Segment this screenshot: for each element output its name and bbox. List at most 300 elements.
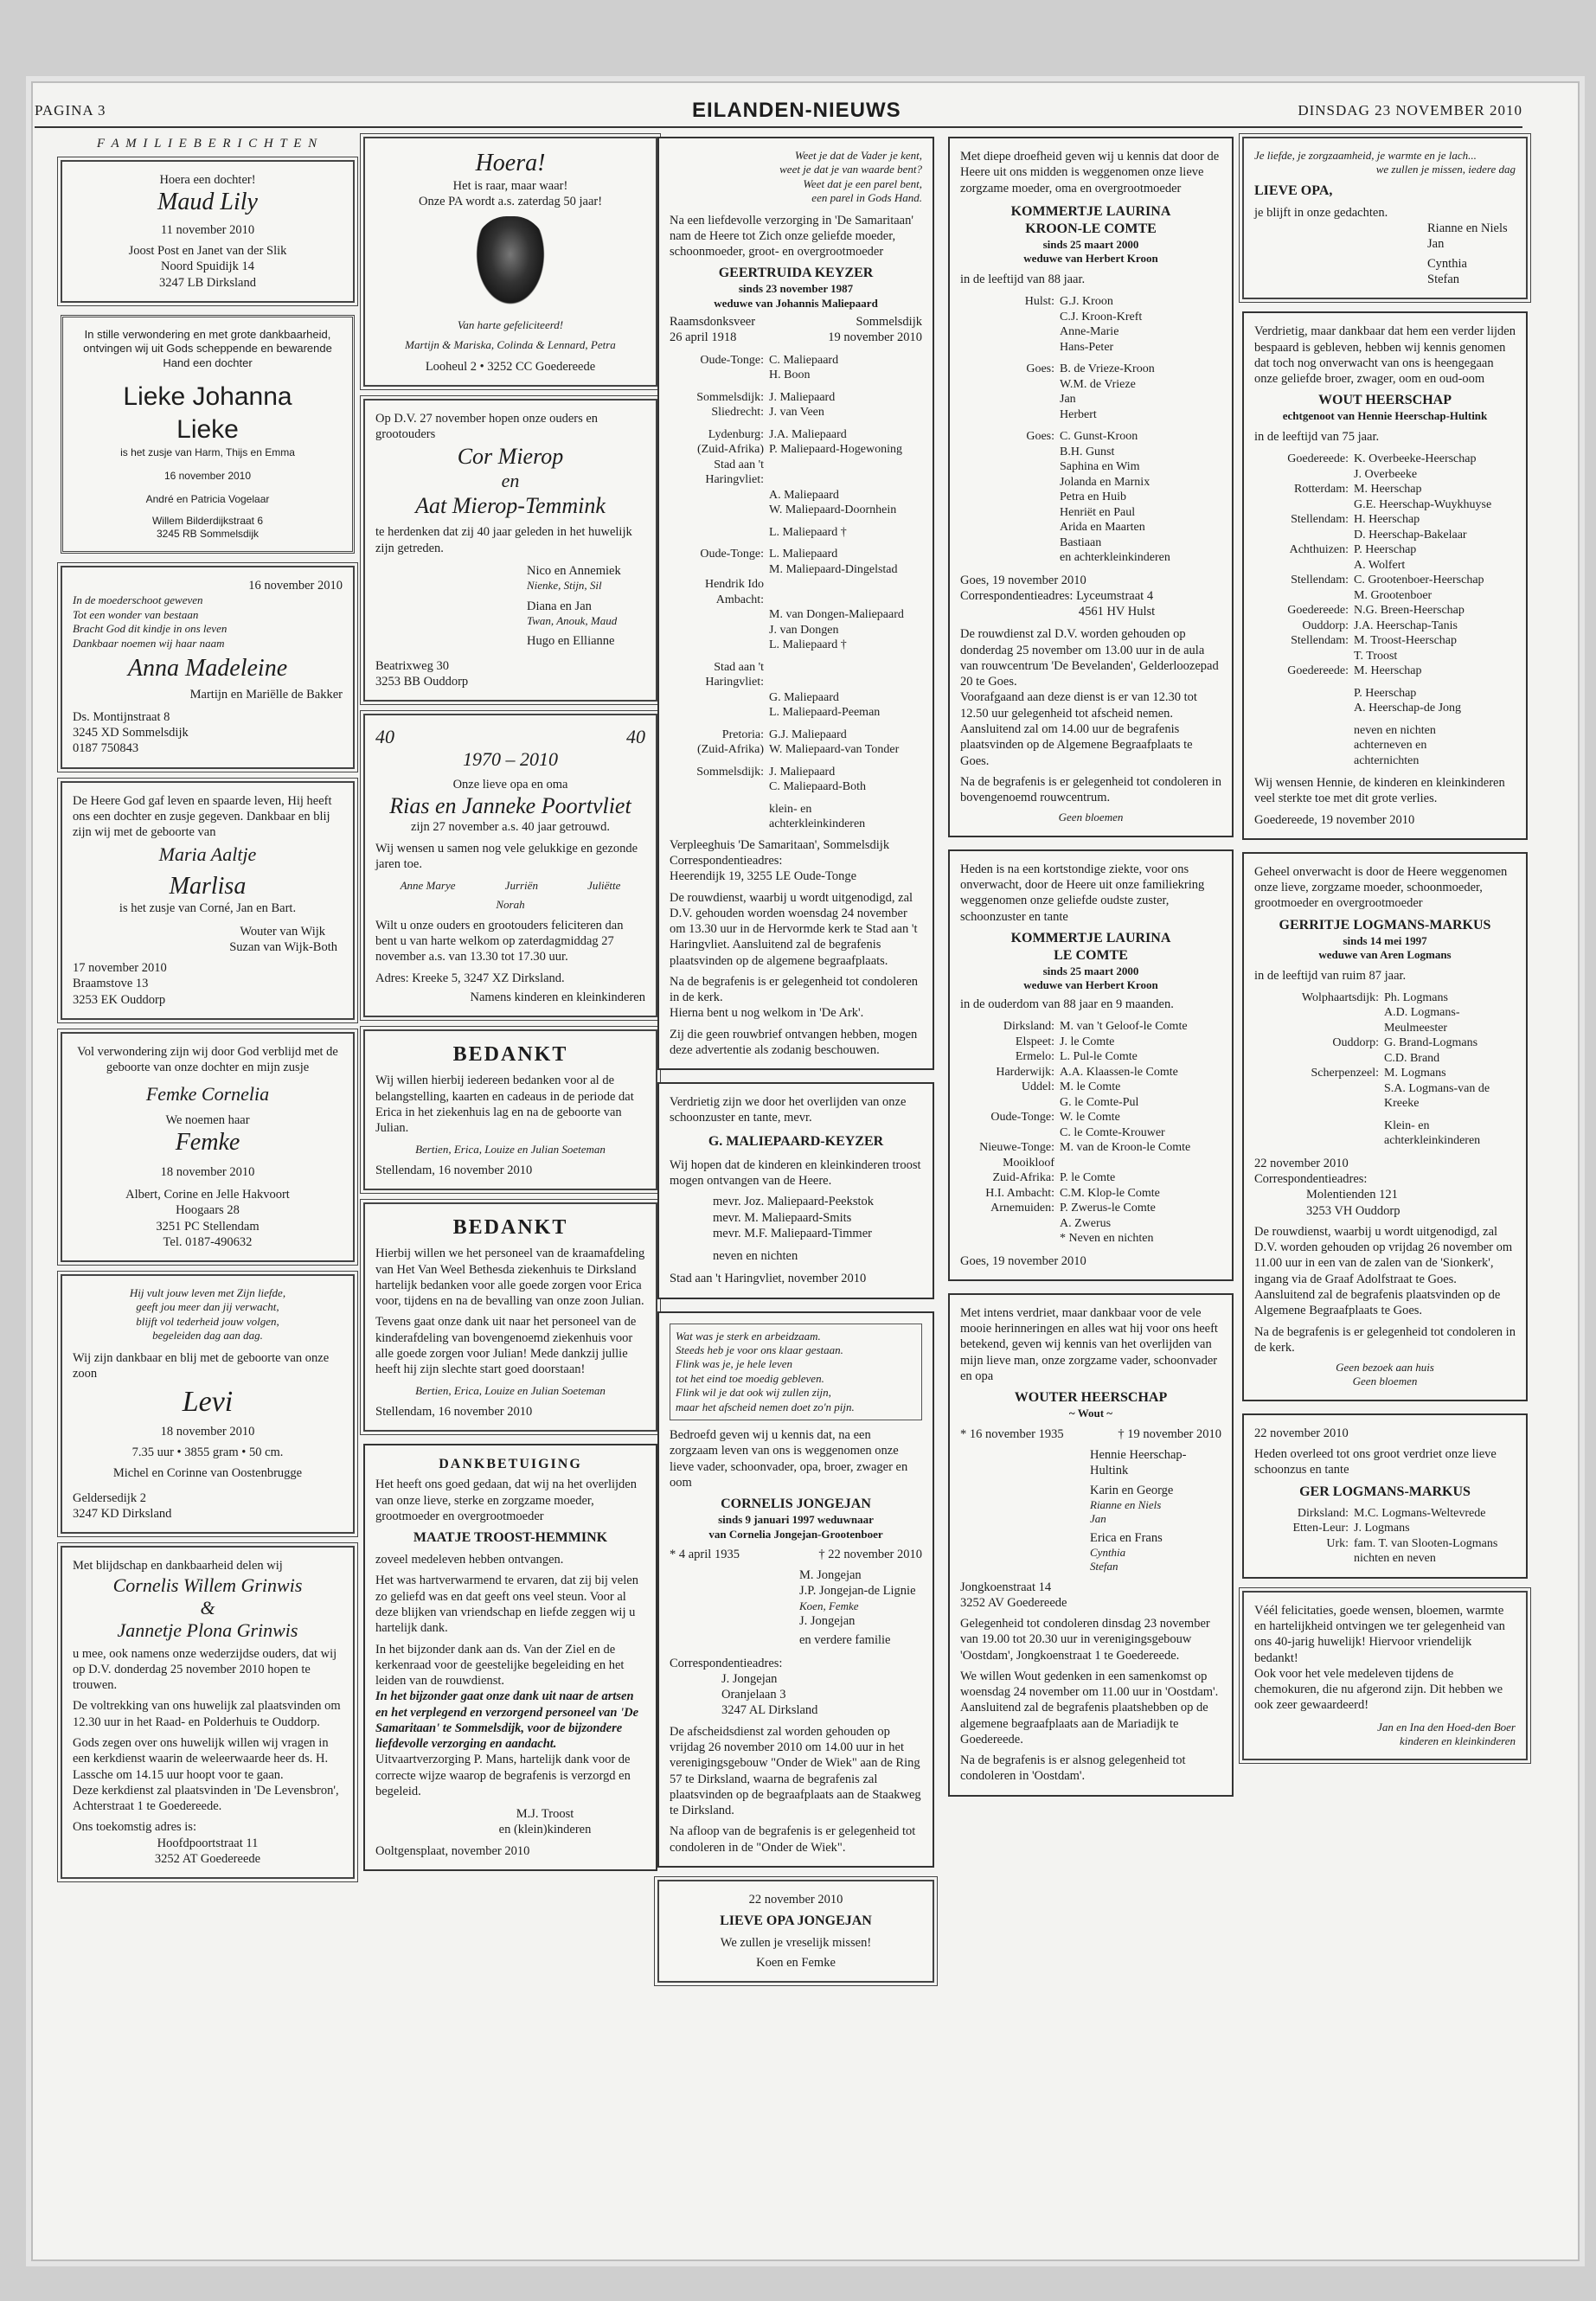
family-place: [1254, 558, 1354, 574]
birth-date: * 4 april 1935: [670, 1547, 740, 1561]
family-member: J. Overbeeke: [1354, 467, 1418, 481]
family-row: [670, 638, 922, 653]
deceased-name: GER LOGMANS-MARKUS: [1299, 1484, 1471, 1499]
ad-signature: Koen en Femke: [756, 1955, 836, 1970]
family-member: Karin en George: [1090, 1483, 1174, 1497]
family-member: C. le Comte-Krouwer: [1060, 1125, 1165, 1139]
child-name: Femke Cornelia: [145, 1082, 270, 1105]
family-row: [670, 383, 922, 390]
family-member: L. Maliepaard †: [769, 525, 847, 539]
deceased-name: KROON-LE COMTE: [1025, 221, 1157, 236]
ad-address: 3247 KD Dirksland: [73, 1506, 172, 1521]
poem-line: Bracht God dit kindje in ons leven: [73, 622, 228, 636]
family-place: [960, 520, 1060, 535]
ad-paragraph: De voltrekking van ons huwelijk zal plaatsvinden om 12.30 uur in het Raad- en Polderhuis te Ouddorp.: [73, 1699, 341, 1729]
family-place: [1254, 701, 1354, 716]
poem-line: Flink was je, je hele leven: [676, 1357, 793, 1371]
ad-address: 3252 AV Goedereede: [960, 1595, 1067, 1610]
ad-paragraph: In het bijzonder dank aan ds. Van der Ziel en de kerkenraad voor de geestelijke begeleiding en het leiden van de rouwdienst.: [375, 1642, 625, 1689]
family-row: [1254, 1066, 1516, 1081]
family-member: B. de Vrieze-Kroon: [1060, 362, 1155, 376]
family-row: [1254, 497, 1516, 513]
family-row: [960, 1019, 1221, 1035]
family-place: [670, 817, 769, 832]
thanks-ad-den-hoed: [1242, 1591, 1528, 1761]
family-member: G.E. Heerschap-Wuykhuyse: [1354, 497, 1492, 511]
family-place: [670, 779, 769, 795]
deceased-name: GEERTRUIDA KEYZER: [718, 266, 874, 281]
ad-intro: Vol verwondering zijn wij door God verblijd met de geboorte van onze dochter en mijn zusje: [77, 1044, 338, 1075]
family-member: M.C. Logmans-Weltevrede: [1354, 1506, 1486, 1520]
ad-date: 18 november 2010: [160, 1424, 255, 1439]
family-member: P. le Comte: [1060, 1171, 1116, 1185]
family-member: J.P. Jongejan-de Lignie: [799, 1584, 916, 1599]
family-row: [960, 310, 1221, 325]
family-member: M. Maliepaard-Dingelstad: [769, 562, 898, 576]
ad-intro: In stille verwondering en met grote dankbaarheid, ontvingen wij uit Gods scheppende en bewarende Hand een dochter: [83, 327, 332, 369]
family-member: P. Zwerus-le Comte: [1060, 1202, 1156, 1215]
masthead: EILANDEN-NIEUWS: [692, 99, 901, 122]
family-member: nichten en neven: [1354, 1552, 1436, 1566]
family-member: M. van Dongen-Maliepaard: [769, 608, 904, 622]
family-place: [1254, 753, 1354, 769]
ad-title: LIEVE OPA JONGEJAN: [720, 1913, 872, 1929]
family-place: Goedereede:: [1287, 604, 1349, 618]
ad-note: Geen bezoek aan huis: [1336, 1361, 1434, 1375]
birthday-ad-pa: [363, 137, 657, 387]
family-member: Henriët en Paul: [1060, 505, 1136, 519]
family-member: W.M. de Vrieze: [1060, 377, 1136, 391]
family-place: Goes:: [1026, 362, 1054, 376]
ad-paragraph: Na de begrafenis is er gelegenheid tot condoleren in de kerk.: [670, 974, 919, 1005]
birth-ad-maud: [61, 160, 355, 303]
ad-intro: Onze lieve opa en oma: [452, 777, 568, 792]
family-place: Ouddorp:: [1302, 619, 1349, 632]
ad-text: Correspondentieadres:: [1254, 1172, 1368, 1187]
family-place: [1254, 686, 1354, 702]
ampersand: &: [200, 1596, 215, 1618]
family-member: Diana en Jan: [527, 599, 592, 613]
poem-line: Flink wil je dat ook wij zullen zijn,: [676, 1386, 831, 1400]
thanks-ad-troost: [363, 1444, 657, 1871]
family-member: M. le Comte: [1060, 1080, 1121, 1094]
ad-phone: 0187 750843: [73, 741, 139, 756]
grandchild: Jan: [1427, 237, 1445, 252]
family-member: C. Maliepaard: [769, 353, 839, 367]
family-place: Ouddorp:: [1332, 1036, 1379, 1050]
grandchildren: Stefan: [1090, 1560, 1118, 1574]
family-row: [1254, 512, 1516, 528]
family-place: [1254, 716, 1354, 723]
ad-parent: Wouter van Wijk: [240, 924, 325, 939]
ad-paragraph: Na de begrafenis is er gelegenheid tot condoleren in bovengenoemd rouwcentrum.: [960, 774, 1221, 805]
family-member: C. Grootenboer-Heerschap: [1354, 574, 1484, 587]
poem-line: geeft jou meer dan jij verwacht,: [136, 1300, 279, 1314]
ad-paragraph: Uitvaartverzorging P. Mans, hartelijk dank voor de correcte wijze waarop de begrafenis is verzorgd en begeleid.: [375, 1753, 631, 1798]
family-place: [670, 653, 769, 660]
ad-title: DANKBETUIGING: [439, 1457, 582, 1472]
poem-line: tot het eind toe moedig gebleven.: [676, 1371, 824, 1385]
family-row: [1254, 990, 1516, 1006]
family-place: [670, 488, 769, 503]
family-member: A. Zwerus: [1060, 1216, 1112, 1230]
family-member: W. Maliepaard-van Tonder: [769, 743, 900, 757]
family-place: Rotterdam:: [1294, 483, 1349, 497]
family-member: Erica en Frans: [1090, 1530, 1163, 1545]
family-place: Nieuwe-Tonge:: [979, 1141, 1054, 1155]
family-place: [670, 705, 769, 721]
ad-age: in de leeftijd van ruim 87 jaar.: [1254, 968, 1407, 983]
family-member: D. Heerschap-Bakelaar: [1354, 528, 1467, 542]
ad-parents: Albert, Corine en Jelle Hakvoort: [125, 1188, 290, 1202]
family-member: Hans-Peter: [1060, 340, 1114, 354]
wedding-ad-grinwis: [61, 1546, 355, 1879]
family-place: [670, 758, 769, 765]
ad-intro: Op D.V. 27 november hopen onze ouders en grootouders: [375, 412, 599, 442]
family-place: [670, 638, 769, 653]
family-member: L. Maliepaard-Peeman: [769, 706, 881, 720]
ad-paragraph: zoveel medeleven hebben ontvangen.: [375, 1553, 564, 1567]
family-row: [1254, 686, 1516, 702]
ad-address: Ds. Montijnstraat 8: [73, 709, 170, 724]
grandchild: Norah: [496, 898, 525, 912]
call-name: Lieke: [176, 414, 239, 444]
ad-paragraph: De afscheidsdienst zal worden gehouden op vrijdag 26 november 2010 om 14.00 uur in het verenigingsgebouw "Onder de Wiek" aan de Ring 57 te Dirksland, waarna de begrafenis zal plaatsvinden op de begraafplaats aan de Staakweg te Dirksland.: [670, 1724, 921, 1818]
family-list: [960, 1019, 1221, 1247]
widow-since: sinds 14 mei 1997: [1343, 933, 1427, 947]
anniversary-ad-poortvliet: [363, 714, 657, 1017]
ad-paragraph: Wij wensen Hennie, de kinderen en kleinkinderen veel sterkte toe met dit grote verlies.: [1254, 776, 1505, 806]
family-member: M. van 't Geloof-le Comte: [1060, 1020, 1188, 1034]
poem-line: Hij vult jouw leven met Zijn liefde,: [129, 1286, 286, 1300]
page-number: PAGINA 3: [35, 102, 106, 119]
family-place: Stellendam:: [1291, 574, 1349, 587]
column-5: [1242, 137, 1528, 1772]
ad-text: We zullen je vreselijk missen!: [720, 1936, 872, 1951]
child-name: Maud Lily: [157, 189, 258, 216]
ad-paragraph: Wij wensen u samen nog vele gelukkige en gezonde jaren toe.: [375, 841, 638, 871]
family-place: [1254, 1551, 1354, 1567]
family-row: [1254, 663, 1516, 679]
family-place: (Zuid-Afrika): [697, 443, 764, 457]
ad-text: en: [501, 469, 520, 491]
family-member: G. le Comte-Pul: [1060, 1095, 1139, 1109]
ad-date: 11 november 2010: [160, 222, 255, 237]
ad-intro: Na een liefdevolle verzorging in 'De Samaritaan' nam de Heere tot Zich onze geliefde moeder, schoonmoeder, groot- en overgrootmoeder: [670, 213, 913, 260]
family-row: [1254, 467, 1516, 483]
family-row: [670, 503, 922, 518]
family-member: W. Maliepaard-Doornhein: [769, 503, 897, 517]
family-place: [960, 310, 1060, 325]
family-place: [1254, 723, 1354, 739]
family-row: [670, 390, 922, 406]
family-row: [1254, 588, 1516, 604]
call-name: Femke: [175, 1129, 240, 1157]
family-place: [960, 422, 1060, 429]
birth-ad-anna: [61, 566, 355, 768]
family-row: [960, 1125, 1221, 1141]
family-place: Scherpenzeel:: [1311, 1067, 1379, 1080]
ad-address: 3247 LB Dirksland: [159, 275, 256, 290]
family-row: [1254, 701, 1516, 716]
family-row: [670, 420, 922, 427]
family-row: [1254, 1081, 1516, 1112]
family-member: P. Maliepaard-Hogewoning: [769, 443, 902, 457]
family-list: [1254, 452, 1516, 768]
ad-paragraph: Wij willen hierbij iedereen bedanken voor al de belangstelling, kaarten en cadeaus in de periode dat Erica in het ziekenhuis lag en na de geboorte van Julian.: [375, 1074, 634, 1136]
ad-intro: Met blijdschap en dankbaarheid delen wij: [73, 1559, 283, 1574]
ad-parent: Suzan van Wijk-Both: [229, 939, 337, 954]
family-place: Goes:: [1026, 430, 1054, 444]
family-place: [960, 459, 1060, 475]
anniversary-ad-mierop: [363, 399, 657, 702]
ad-title: BEDANKT: [452, 1216, 568, 1240]
birth-ad-lieke: [61, 315, 355, 554]
family-member: C. Maliepaard-Both: [769, 780, 866, 794]
family-row: [1254, 716, 1516, 723]
family-row: [1254, 619, 1516, 634]
page-header: [35, 99, 1522, 128]
grandchild: Anne Marye: [400, 879, 456, 893]
family-place: [670, 795, 769, 802]
grandchild: Juliëtte: [587, 879, 621, 893]
deceased-name: KOMMERTJE LAURINA: [1010, 930, 1171, 945]
family-place: Sliedrecht:: [711, 406, 764, 420]
family-row: [960, 1080, 1221, 1095]
grandchildren: Twan, Anouk, Maud: [527, 613, 618, 627]
family-row: [670, 660, 922, 690]
family-row: [960, 1156, 1221, 1171]
family-place: [960, 490, 1060, 505]
family-member: M. Logmans: [1384, 1067, 1446, 1080]
poem-line: Weet dat je een parel bent,: [803, 176, 922, 190]
ad-signature: Bertien, Erica, Louize en Julian Soeteman: [415, 1384, 606, 1398]
family-row: [1254, 573, 1516, 588]
family-place: [670, 383, 769, 390]
family-row: [670, 525, 922, 541]
family-row: [670, 488, 922, 503]
poem-line: we zullen je missen, iedere dag: [1375, 163, 1516, 176]
family-member: J.A. Heerschap-Tanis: [1354, 619, 1458, 632]
family-row: [960, 505, 1221, 521]
ad-title: BEDANKT: [452, 1043, 568, 1067]
ad-paragraph: Het heeft ons goed gedaan, dat wij na het overlijden van onze lieve, sterke en zorgzame moeder, grootmoeder en overgrootmoeder: [375, 1477, 637, 1523]
call-name: Marlisa: [169, 872, 247, 900]
grandchild: Stefan: [1427, 272, 1460, 286]
family-member: J. Logmans: [1354, 1522, 1410, 1535]
family-row: [670, 518, 922, 525]
family-member: en verdere familie: [799, 1633, 891, 1648]
ad-address: Hoofdpoortstraat 11: [157, 1836, 259, 1850]
ad-paragraph: De rouwdienst, waarbij u wordt uitgenodigd, zal D.V. gehouden worden woensdag 24 november om 13.30 uur in de Hervormde kerk te Stad aan 't Haringvliet. Aansluitend zal de begrafenis plaatsvinden op de algemene begraafplaats.: [670, 890, 918, 968]
ad-text: je blijft in onze gedachten.: [1254, 205, 1388, 220]
family-place: Achthuizen:: [1289, 543, 1349, 557]
family-row: [1254, 633, 1516, 649]
family-place: [670, 368, 769, 383]
poem-line: Wat was je sterk en arbeidzaam.: [676, 1329, 821, 1343]
family-row: [960, 459, 1221, 475]
family-member: C. Gunst-Kroon: [1060, 430, 1138, 444]
ad-text: We noemen haar: [165, 1112, 250, 1127]
family-member: Saphina en Wim: [1060, 460, 1140, 474]
family-place: [670, 518, 769, 525]
birth-stats: 7.35 uur • 3855 gram • 50 cm.: [131, 1445, 284, 1460]
family-place: [1254, 649, 1354, 664]
family-member: M. Heerschap: [1354, 664, 1422, 678]
family-place: [1254, 738, 1354, 753]
family-row: [670, 442, 922, 458]
family-member: C.D. Brand: [1384, 1051, 1440, 1065]
ad-paragraph: Na afloop van de begrafenis is er gelegenheid tot condoleren in de "Onder de Wiek".: [670, 1824, 916, 1855]
ad-congrats: Van harte gefeliciteerd!: [457, 318, 564, 332]
family-row: [670, 817, 922, 832]
birth-ad-femke: [61, 1032, 355, 1262]
ad-phone: Tel. 0187-490632: [163, 1234, 253, 1249]
ad-parents: Joost Post en Janet van der Slik: [128, 244, 287, 259]
family-member: M. Heerschap: [1354, 483, 1422, 497]
family-member: J. le Comte: [1060, 1035, 1115, 1048]
ad-text: Onze PA wordt a.s. zaterdag 50 jaar!: [418, 194, 603, 208]
poem-line: weet je dat je van waarde bent?: [779, 163, 922, 176]
grandchild: Rianne en Niels: [1427, 221, 1508, 236]
family-row: [670, 547, 922, 562]
ad-signatures: Martijn & Mariska, Colinda & Lennard, Petra: [405, 337, 616, 351]
family-member: Arida en Maarten: [1060, 521, 1145, 535]
ad-place-date: Goes, 19 november 2010: [960, 1253, 1086, 1268]
obituary-kroon: [948, 137, 1234, 837]
widow-since: sinds 23 november 1987: [738, 282, 854, 296]
family-member: J. Maliepaard: [769, 390, 836, 404]
family-member: Bastiaan: [1060, 535, 1102, 549]
family-row: [670, 779, 922, 795]
family-row: [960, 520, 1221, 535]
family-row: [960, 490, 1221, 505]
ad-paragraph: Deze kerkdienst zal plaatsvinden in 'De Levensbron', Achterstraat 1 te Goedereede.: [73, 1783, 339, 1814]
thanks-ad-1: [363, 1029, 657, 1190]
family-place: [1254, 588, 1354, 604]
ad-place-date: Stad aan 't Haringvliet, november 2010: [670, 1272, 867, 1286]
family-member: A. Wolfert: [1354, 558, 1406, 572]
family-place: [1254, 1133, 1384, 1149]
ad-place-date: Goes, 19 november 2010: [960, 573, 1086, 587]
ad-address: Hoogaars 28: [176, 1203, 240, 1218]
birth-date: 26 april 1918: [670, 330, 737, 345]
column-3: [657, 137, 934, 1995]
family-member: M. Troost-Heerschap: [1354, 634, 1457, 648]
family-row: [960, 475, 1221, 490]
obituary-jongejan: [657, 1311, 934, 1868]
grandchildren: Koen, Femke: [799, 1599, 859, 1612]
family-place: [960, 1095, 1060, 1111]
grandchildren: Cynthia: [1090, 1545, 1126, 1559]
family-place: [960, 505, 1060, 521]
family-row: [960, 294, 1221, 310]
family-place: [960, 355, 1060, 362]
family-row: [960, 429, 1221, 445]
family-row: [960, 340, 1221, 356]
family-member: neven en nichten: [713, 1249, 798, 1264]
family-place: [670, 420, 769, 427]
family-member: G.J. Maliepaard: [769, 727, 847, 741]
family-place: [1254, 1081, 1384, 1112]
ad-address: 3251 PC Stellendam: [156, 1219, 260, 1234]
deceased-name: WOUT HEERSCHAP: [1318, 393, 1452, 408]
ad-paragraph: We willen Wout gedenken in een samenkomst op woensdag 24 november om 11.00 uur in 'Oostdam'.: [960, 1669, 1219, 1700]
ad-date: 22 november 2010: [748, 1892, 843, 1907]
poem-line: een parel in Gods Hand.: [811, 191, 922, 205]
family-row: [1254, 679, 1516, 686]
ad-address: Geldersedijk 2: [73, 1490, 146, 1505]
family-row: [1254, 558, 1516, 574]
family-member: Nico en Annemiek: [527, 563, 621, 578]
deceased-name: LE COMTE: [1054, 947, 1128, 963]
widower-since: sinds 9 januari 1997 weduwnaar: [718, 1513, 874, 1527]
poem-line: Tot een wonder van bestaan: [73, 607, 199, 621]
family-place: [960, 392, 1060, 407]
family-row: [1254, 1521, 1516, 1536]
ad-address: Looheul 2 • 3252 CC Goedereede: [425, 359, 596, 374]
ad-place-date: Goedereede, 19 november 2010: [1254, 812, 1415, 827]
family-row: [670, 458, 922, 488]
family-place: [1254, 1118, 1384, 1134]
memorial-opa-jongejan: [657, 1880, 934, 1983]
ad-paragraph: Na de begrafenis is er gelegenheid tot condoleren in de kerk.: [1254, 1324, 1516, 1355]
family-member: L. Maliepaard: [769, 548, 838, 561]
family-row: [960, 1049, 1221, 1065]
birth-ad-marlisa: [61, 781, 355, 1020]
family-member: H. Boon: [769, 369, 811, 382]
family-place: [1254, 497, 1354, 513]
family-place: Pretoria:: [721, 727, 764, 741]
anniversary-number: 40: [375, 726, 394, 748]
family-member: mevr. Joz. Maliepaard-Peekstok: [713, 1195, 875, 1209]
family-row: [1254, 452, 1516, 467]
ad-paragraph: Ook voor het vele medeleven tijdens de chemokuren, die nu afgerond zijn. Dit hebben we ook zeer gewaardeerd!: [1254, 1666, 1503, 1713]
family-list: [670, 353, 922, 832]
column-1: [61, 137, 355, 1891]
ad-paragraph: Aansluitend zal de begrafenis plaatshebben op de algemene begraafplaats aan de Mariadijk te Goedereede.: [960, 1701, 1208, 1747]
family-row: [1254, 482, 1516, 497]
family-member: Jan: [1060, 393, 1076, 407]
death-place: Sommelsdijk: [856, 315, 922, 330]
family-row: [670, 427, 922, 443]
family-row: [1254, 1551, 1516, 1567]
ad-date: 18 november 2010: [160, 1164, 255, 1179]
obituary-heerschap: [948, 1293, 1234, 1797]
family-member: fam. T. van Slooten-Logmans: [1354, 1536, 1498, 1550]
obituary-keyzer: [657, 137, 934, 1070]
family-row: [960, 392, 1221, 407]
ad-age: in de leeftijd van 75 jaar.: [1254, 429, 1380, 444]
ad-address: Braamstove 13: [73, 977, 149, 991]
ad-address: Heerendijk 19, 3255 LE Oude-Tonge: [670, 869, 857, 884]
deceased-name: G. MALIEPAARD-KEYZER: [708, 1133, 884, 1149]
bride-name: Jannetje Plona Grinwis: [117, 1619, 298, 1642]
family-place: Zuid-Afrika:: [992, 1171, 1054, 1185]
family-member: mevr. M. Maliepaard-Smits: [713, 1210, 852, 1225]
ad-siblings: is het zusje van Corné, Jan en Bart.: [119, 901, 297, 916]
column-2: [363, 137, 657, 1883]
anniversary-years: 1970 – 2010: [463, 748, 558, 771]
ad-date: 16 november 2010: [163, 469, 252, 482]
family-place: Lydenburg:: [708, 427, 764, 441]
family-place: [960, 535, 1060, 551]
ad-signature: Namens kinderen en kleinkinderen: [470, 990, 645, 1004]
ad-paragraph: Véél felicitaties, goede wensen, bloemen, warmte en hartelijkheid ontvingen we ter gelegenheid van ons 40-jarig huwelijk! Hiervoor vriendelijk bedankt!: [1254, 1603, 1505, 1665]
ad-address: 3252 AT Goedereede: [154, 1851, 261, 1866]
family-row: [960, 535, 1221, 551]
family-place: [670, 503, 769, 518]
